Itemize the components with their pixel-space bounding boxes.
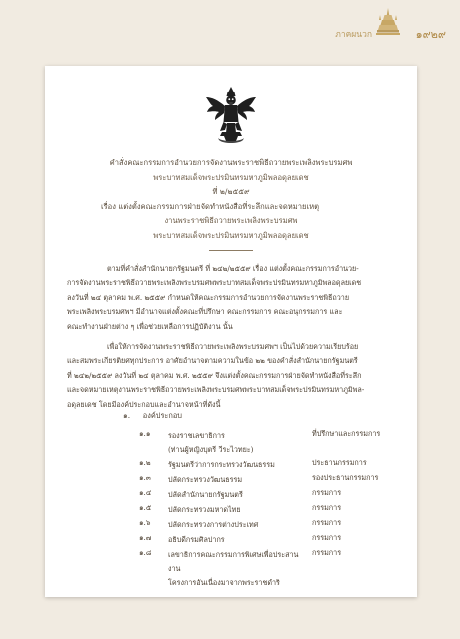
document-sheet xyxy=(45,66,417,597)
member-number: ๑.๓ xyxy=(139,473,151,482)
section-composition-heading xyxy=(123,410,182,422)
page-number: ๑๙๒๙ xyxy=(415,28,446,41)
order-subject: เรื่อง แต่งตั้งคณะกรรมการฝ่ายจัดทำหนังสือที่ระลึกและจดหมายเหตุ xyxy=(101,201,320,211)
member-role: กรรมการ xyxy=(312,488,342,497)
order-title-king-name: พระบาทสมเด็จพระปรมินทรมหาภูมิพลอดุลยเดช xyxy=(153,172,309,182)
page-header xyxy=(0,0,460,48)
section-title: องค์ประกอบ xyxy=(142,411,182,420)
section-label: ภาคผนวก xyxy=(335,30,372,40)
member-number: ๑.๖ xyxy=(139,518,151,527)
order-body xyxy=(67,262,397,413)
member-position: ปลัดสำนักนายกรัฐมนตรี xyxy=(168,490,243,499)
member-role: ประธานกรรมการ xyxy=(312,458,367,467)
order-heading xyxy=(59,156,403,251)
order-title: คำสั่งคณะกรรมการอำนวยการจัดงานพระราชพิธีถวายพระเพลิงพระบรมศพ xyxy=(109,158,353,167)
member-number: ๑.๑ xyxy=(139,429,151,438)
list-item xyxy=(139,503,409,518)
member-position: ปลัดกระทรวงการต่างประเทศ xyxy=(168,520,259,529)
member-role: กรรมการ xyxy=(312,533,342,542)
order-subject-line-3: พระบาทสมเด็จพระปรมินทรมหาภูมิพลอดุลยเดช xyxy=(153,230,309,240)
member-role: กรรมการ xyxy=(312,503,342,512)
paragraph-appointment: เพื่อให้การจัดงานพระราชพิธีถวายพระเพลิงพระบรมศพฯ เป็นไปด้วยความเรียบร้อย และสมพระเกียรติยศทุกประการ อาศัยอำนาจตามความในข้อ ๒๒ ของคำสั่งสำนักนายกรัฐมนตรี ที่ ๒๔๒/๒๕๕๙ ลงวันที่ ๒๔ ตุลาคม พ.ศ. ๒๕๕๙ จึงแต่งตั้งคณะกรรมการฝ่ายจัดทำหนังสือที่ระลึก และจดหมายเหตุงานพระราชพิธีถวายพระเพลิงพระบรมศพพระบาทสมเด็จพระปรมินทรมหาภูมิพล- อดุลยเดช โดยมีองค์ประกอบและอำนาจหน้าที่ดังนี้ xyxy=(67,342,365,409)
member-position: รองราชเลขาธิการ (ท่านผู้หญิงบุตรี วีระไวทยะ) xyxy=(168,431,254,454)
member-position: ปลัดกระทรวงมหาดไทย xyxy=(168,505,241,514)
member-number: ๑.๘ xyxy=(139,548,152,557)
member-number: ๑.๒ xyxy=(139,458,151,467)
order-subject-line-2: งานพระราชพิธีถวายพระเพลิงพระบรมศพ xyxy=(164,216,298,226)
list-item xyxy=(139,488,409,503)
heading-divider xyxy=(209,250,253,251)
list-item xyxy=(139,548,409,587)
member-number: ๑.๔ xyxy=(139,488,152,497)
royal-crown-pavilion-icon xyxy=(376,8,400,38)
member-position: เลขาธิการคณะกรรมการพิเศษเพื่อประสานงาน โครงการอันเนื่องมาจากพระราชดำริ xyxy=(168,550,299,587)
member-role: กรรมการ xyxy=(312,548,342,557)
garuda-emblem-icon xyxy=(206,86,256,144)
list-item xyxy=(139,533,409,548)
member-position: รัฐมนตรีว่าการกระทรวงวัฒนธรรม xyxy=(168,460,275,469)
list-item xyxy=(139,518,409,533)
member-number: ๑.๕ xyxy=(139,503,152,512)
member-position: อธิบดีกรมศิลปากร xyxy=(168,535,225,544)
member-role: กรรมการ xyxy=(312,518,342,527)
member-list xyxy=(139,429,409,587)
list-item xyxy=(139,458,409,473)
member-role: ที่ปรึกษาและกรรมการ xyxy=(312,429,381,438)
list-item xyxy=(139,429,409,458)
section-number: ๑. xyxy=(123,411,131,420)
paragraph-background: ตามที่คำสั่งสำนักนายกรัฐมนตรี ที่ ๒๔๒/๒๕๕๙ เรื่อง แต่งตั้งคณะกรรมการอำนวย- การจัดงานพระราชพิธีถวายพระเพลิงพระบรมศพพระบาทสมเด็จพระปรมินทรมหาภูมิพลอดุลยเดช ลงวันที่ ๒๔ ตุลาคม พ.ศ. ๒๕๕๙ กำหนดให้คณะกรรมการอำนวยการจัดงานพระราชพิธีถวาย พระเพลิงพระบรมศพฯ มีอำนาจแต่งตั้งคณะที่ปรึกษา คณะกรรมการ คณะอนุกรรมการ และ คณะทำงานฝ่ายต่าง ๆ เพื่อช่วยเหลือการปฏิบัติงาน นั้น xyxy=(67,264,362,331)
member-number: ๑.๗ xyxy=(139,533,152,542)
list-item xyxy=(139,473,409,488)
member-position: ปลัดกระทรวงวัฒนธรรม xyxy=(168,475,243,484)
order-number: ที่ ๒/๒๕๕๙ xyxy=(212,187,250,197)
member-role: รองประธานกรรมการ xyxy=(312,473,379,482)
